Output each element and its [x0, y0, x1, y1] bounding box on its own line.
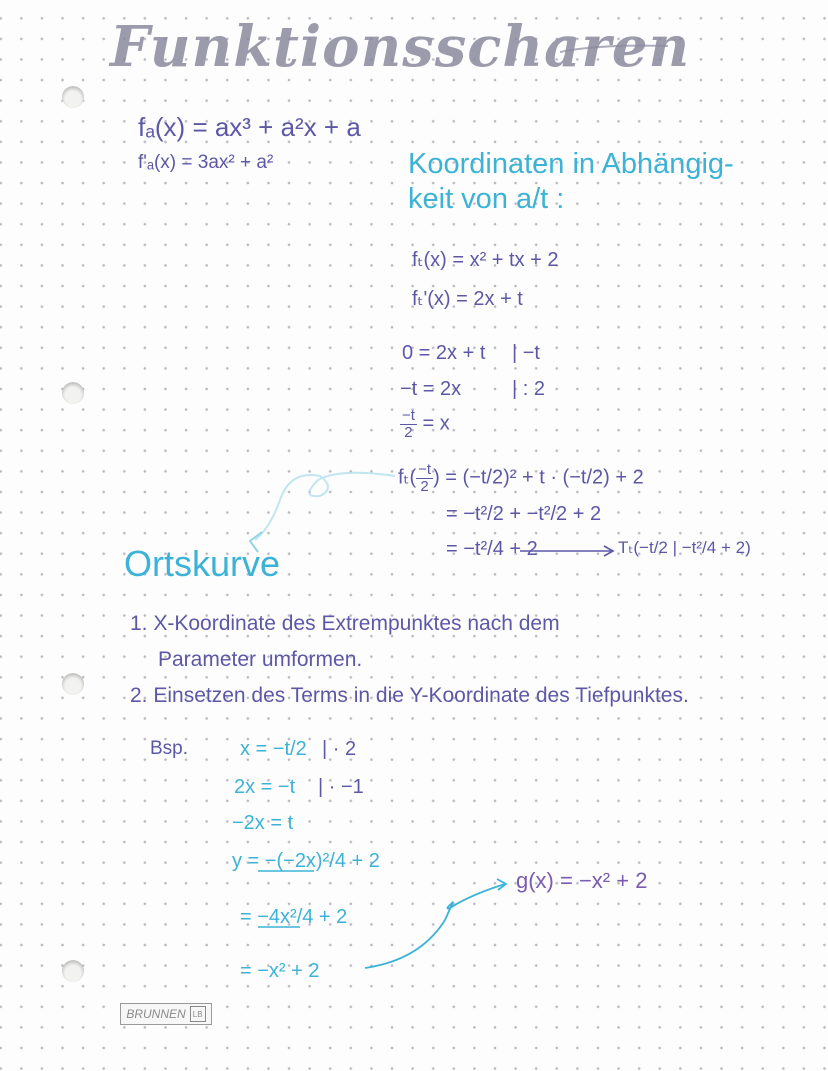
function-fa: fₐ(x) = ax³ + a²x + a	[138, 112, 361, 142]
eval-line-1: fₜ( $\frac{-t}{2}$ ) = (−t/2)² + t · (−t/2) + 2	[398, 461, 644, 495]
ortskurve-step-1: 1. X-Koordinate des Extrempunktes nach dem	[130, 612, 560, 635]
title-swash-decoration	[560, 42, 670, 56]
example-step-3: −2x = t	[232, 812, 294, 834]
example-label: Bsp.	[150, 738, 189, 759]
example-step-6: = −x² + 2	[240, 960, 320, 982]
example-step-4: y = −(−2x)²/4 + 2	[232, 850, 380, 872]
eval-line-3: = −t²/4 + 2	[446, 538, 538, 560]
brunnen-brand-logo	[120, 1003, 212, 1025]
punch-hole	[62, 960, 84, 982]
coordinates-heading-line2: keit von a/t :	[408, 183, 565, 215]
function-ft-derivative: fₜ'(x) = 2x + t	[412, 288, 523, 310]
ortskurve-heading: Ortskurve	[124, 543, 281, 584]
function-fa-derivative: f'ₐ(x) = 3ax² + a²	[138, 152, 274, 173]
ortskurve-step-2: 2. Einsetzen des Terms in die Y-Koordinate des Tiefpunktes.	[130, 684, 689, 707]
locus-result: g(x) = −x² + 2	[516, 868, 648, 893]
example-step-1: x = −t/2	[240, 738, 307, 760]
solve-step-3: $\frac{-t}{2}$ = x	[402, 407, 450, 441]
example-step-2-op: | · −1	[318, 776, 364, 798]
brand-mark-icon: LB	[190, 1006, 206, 1022]
solve-step-1: 0 = 2x + t	[402, 342, 486, 364]
solve-step-2: −t = 2x	[400, 378, 462, 400]
example-step-5: = −4x²/4 + 2	[240, 906, 348, 928]
punch-hole	[62, 86, 84, 108]
punch-hole	[62, 382, 84, 404]
solve-step-1-op: | −t	[512, 342, 540, 364]
brand-name: BRUNNEN	[126, 1007, 186, 1021]
solve-step-2-op: | : 2	[512, 378, 545, 400]
example-step-1-op: | · 2	[322, 738, 357, 760]
page-title: Funktionsscharen	[110, 14, 691, 80]
coordinates-heading-line1: Koordinaten in Abhängig-	[408, 148, 734, 180]
ortskurve-step-1-cont: Parameter umformen.	[158, 648, 363, 671]
example-step-2: 2x = −t	[234, 776, 296, 798]
extreme-point-result: Tₜ(−t/2 | −t²/4 + 2)	[618, 538, 751, 557]
punch-hole	[62, 673, 84, 695]
function-ft: fₜ(x) = x² + tx + 2	[412, 249, 559, 271]
eval-line-2: = −t²/2 + −t²/2 + 2	[446, 503, 602, 525]
